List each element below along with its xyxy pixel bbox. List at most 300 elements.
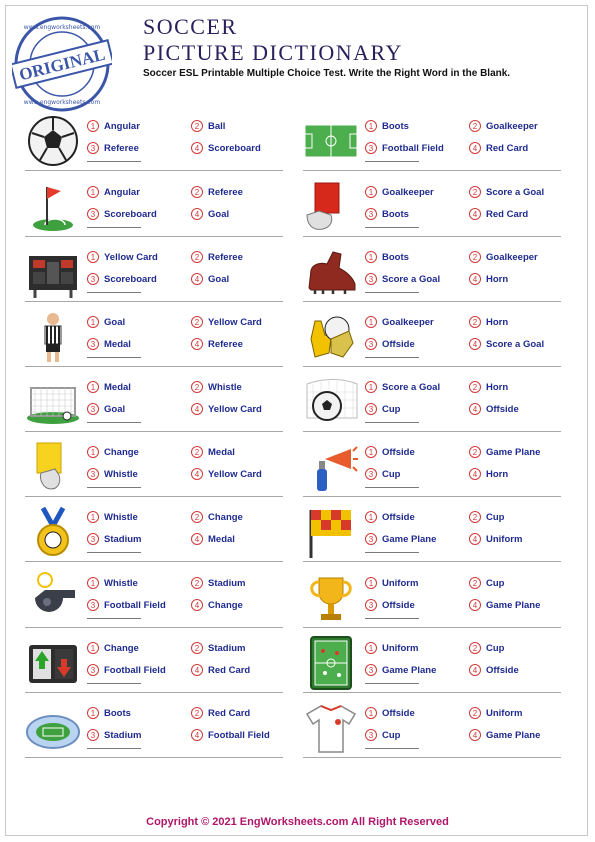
option-number: 3: [365, 599, 377, 611]
option-label: Horn: [486, 316, 509, 328]
goal-net-icon: [25, 374, 81, 430]
option-number: 2: [191, 316, 203, 328]
card-divider: [303, 627, 561, 628]
copyright-footer: Copyright © 2021 EngWorksheets.com All Right Reserved: [146, 816, 449, 828]
answer-option[interactable]: [469, 510, 504, 524]
option-number: 3: [87, 142, 99, 154]
option-number: 4: [191, 729, 203, 741]
option-number: 1: [87, 577, 99, 589]
option-label: Whistle: [104, 577, 138, 589]
option-label: Red Card: [486, 208, 529, 220]
option-label: Uniform: [486, 533, 523, 545]
option-number: 1: [87, 446, 99, 458]
answer-blank-line[interactable]: [365, 618, 419, 619]
answer-option[interactable]: [365, 663, 436, 677]
option-label: Red Card: [208, 664, 251, 676]
option-number: 2: [469, 642, 481, 654]
answer-option[interactable]: [191, 641, 245, 655]
option-label: Red Card: [486, 142, 529, 154]
option-label: Change: [208, 599, 243, 611]
option-label: Goalkeeper: [486, 251, 538, 263]
option-number: 3: [365, 208, 377, 220]
option-label: Angular: [104, 186, 140, 198]
option-label: Scoreboard: [104, 208, 157, 220]
answer-option[interactable]: [191, 467, 262, 481]
answer-option[interactable]: [191, 207, 229, 221]
option-number: 1: [87, 511, 99, 523]
football-field-icon: [303, 113, 359, 169]
option-number: 3: [87, 664, 99, 676]
answer-blank-line[interactable]: [87, 227, 141, 228]
option-label: Whistle: [104, 468, 138, 480]
answer-option[interactable]: [191, 663, 250, 677]
answer-option[interactable]: [191, 315, 262, 329]
option-number: 2: [191, 577, 203, 589]
card-divider: [303, 431, 561, 432]
whistle-icon: [25, 570, 81, 626]
answer-option[interactable]: [87, 641, 139, 655]
option-number: 2: [191, 707, 203, 719]
answer-option[interactable]: [469, 272, 508, 286]
tactics-board-icon: [303, 635, 359, 691]
question-card: [303, 368, 561, 432]
option-label: Cup: [486, 577, 505, 589]
option-number: 3: [365, 664, 377, 676]
answer-option[interactable]: [365, 250, 409, 264]
question-card: [303, 629, 561, 693]
option-label: Offside: [382, 511, 415, 523]
svg-text:ORIGINAL: ORIGINAL: [17, 44, 108, 85]
question-card: [25, 694, 283, 758]
option-number: 1: [365, 707, 377, 719]
answer-option[interactable]: [191, 185, 243, 199]
answer-blank-line[interactable]: [87, 683, 141, 684]
answer-blank-line[interactable]: [87, 422, 141, 423]
answer-option[interactable]: [469, 728, 540, 742]
option-number: 3: [87, 533, 99, 545]
answer-option[interactable]: [87, 445, 139, 459]
answer-blank-line[interactable]: [365, 683, 419, 684]
answer-option[interactable]: [87, 576, 138, 590]
option-number: 4: [469, 403, 481, 415]
option-number: 3: [365, 468, 377, 480]
answer-option[interactable]: [365, 119, 409, 133]
option-label: Uniform: [382, 642, 419, 654]
option-number: 3: [365, 142, 377, 154]
option-number: 2: [191, 511, 203, 523]
answer-blank-line[interactable]: [87, 618, 141, 619]
answer-option[interactable]: [469, 207, 528, 221]
option-label: Ball: [208, 120, 226, 132]
answer-option[interactable]: [87, 250, 158, 264]
option-label: Stadium: [208, 642, 246, 654]
answer-option[interactable]: [365, 706, 415, 720]
answer-option[interactable]: [87, 706, 131, 720]
answer-option[interactable]: [87, 185, 140, 199]
answer-blank-line[interactable]: [365, 552, 419, 553]
answer-option[interactable]: [87, 119, 140, 133]
option-label: Red Card: [208, 707, 251, 719]
option-label: Offside: [382, 446, 415, 458]
option-label: Score a Goal: [382, 273, 441, 285]
option-number: 1: [87, 381, 99, 393]
option-number: 2: [469, 120, 481, 132]
option-label: Game Plane: [486, 729, 541, 741]
card-divider: [303, 366, 561, 367]
option-number: 2: [469, 577, 481, 589]
boot-icon: [303, 244, 359, 300]
answer-blank-line[interactable]: [365, 357, 419, 358]
card-divider: [303, 496, 561, 497]
option-number: 3: [87, 273, 99, 285]
option-label: Medal: [208, 533, 235, 545]
option-label: Horn: [486, 468, 509, 480]
option-number: 3: [87, 338, 99, 350]
answer-option[interactable]: [469, 663, 519, 677]
answer-option[interactable]: [87, 467, 138, 481]
answer-option[interactable]: [87, 272, 157, 286]
answer-option[interactable]: [365, 272, 440, 286]
option-label: Referee: [208, 186, 243, 198]
answer-option[interactable]: [365, 510, 415, 524]
option-number: 2: [191, 186, 203, 198]
option-number: 2: [191, 381, 203, 393]
card-divider: [25, 627, 283, 628]
answer-option[interactable]: [469, 706, 522, 720]
option-number: 4: [191, 468, 203, 480]
answer-option[interactable]: [365, 728, 400, 742]
option-number: 4: [469, 208, 481, 220]
answer-option[interactable]: [191, 576, 245, 590]
question-card: [303, 238, 561, 302]
answer-blank-line[interactable]: [87, 748, 141, 749]
option-label: Offside: [486, 664, 519, 676]
answer-option[interactable]: [469, 380, 508, 394]
answer-blank-line[interactable]: [365, 422, 419, 423]
answer-option[interactable]: [191, 532, 235, 546]
answer-option[interactable]: [191, 598, 243, 612]
option-label: Football Field: [104, 599, 166, 611]
question-card: [303, 173, 561, 237]
option-label: Goal: [208, 273, 230, 285]
answer-option[interactable]: [191, 141, 261, 155]
option-number: 4: [469, 599, 481, 611]
answer-option[interactable]: [87, 728, 141, 742]
option-number: 4: [469, 468, 481, 480]
card-divider: [25, 757, 283, 758]
answer-option[interactable]: [365, 598, 415, 612]
soccer-ball-icon: [25, 113, 81, 169]
option-number: 3: [87, 729, 99, 741]
question-card: [25, 629, 283, 693]
option-number: 4: [469, 533, 481, 545]
option-label: Whistle: [104, 511, 138, 523]
option-label: Horn: [486, 273, 509, 285]
substitution-board-icon: [25, 635, 81, 691]
option-label: Change: [104, 642, 139, 654]
option-label: Scoreboard: [208, 142, 261, 154]
answer-option[interactable]: [87, 337, 131, 351]
question-card: [25, 498, 283, 562]
option-number: 4: [191, 338, 203, 350]
answer-option[interactable]: [87, 141, 139, 155]
option-label: Offside: [382, 707, 415, 719]
question-card: [25, 107, 283, 171]
answer-option[interactable]: [87, 207, 157, 221]
option-label: Uniform: [382, 577, 419, 589]
answer-option[interactable]: [191, 272, 229, 286]
option-number: 3: [365, 338, 377, 350]
instructions: Soccer ESL Printable Multiple Choice Test. Write the Right Word in the Blank.: [143, 68, 511, 79]
option-number: 2: [469, 186, 481, 198]
question-card: [25, 238, 283, 302]
option-number: 2: [469, 511, 481, 523]
option-label: Yellow Card: [208, 403, 262, 415]
option-label: Stadium: [208, 577, 246, 589]
option-number: 1: [365, 642, 377, 654]
answer-option[interactable]: [191, 402, 262, 416]
question-card: [303, 564, 561, 628]
option-label: Boots: [104, 707, 131, 719]
option-number: 3: [87, 599, 99, 611]
option-label: Boots: [382, 120, 409, 132]
question-card: [25, 303, 283, 367]
option-label: Medal: [104, 381, 131, 393]
option-label: Offside: [486, 403, 519, 415]
option-label: Goal: [104, 316, 126, 328]
goalkeeper-gloves-icon: [303, 309, 359, 365]
answer-option[interactable]: [469, 315, 508, 329]
option-number: 4: [469, 664, 481, 676]
option-number: 4: [191, 599, 203, 611]
answer-blank-line[interactable]: [365, 227, 419, 228]
option-number: 4: [469, 273, 481, 285]
answer-option[interactable]: [365, 315, 434, 329]
card-divider: [303, 757, 561, 758]
option-label: Change: [208, 511, 243, 523]
answer-blank-line[interactable]: [87, 292, 141, 293]
option-label: Cup: [382, 403, 401, 415]
answer-option[interactable]: [469, 641, 504, 655]
option-label: Stadium: [104, 533, 142, 545]
answer-blank-line[interactable]: [87, 552, 141, 553]
answer-option[interactable]: [191, 337, 243, 351]
ball-in-net-icon: [303, 374, 359, 430]
stadium-icon: [25, 700, 81, 756]
answer-option[interactable]: [365, 576, 418, 590]
option-number: 1: [87, 316, 99, 328]
question-card: [303, 694, 561, 758]
answer-option[interactable]: [191, 250, 243, 264]
answer-blank-line[interactable]: [87, 357, 141, 358]
answer-option[interactable]: [191, 510, 243, 524]
answer-option[interactable]: [365, 445, 415, 459]
question-card: [303, 303, 561, 367]
option-number: 1: [365, 316, 377, 328]
answer-option[interactable]: [191, 119, 225, 133]
svg-text:www.engworksheets.com: www.engworksheets.com: [23, 99, 101, 106]
option-label: Goalkeeper: [486, 120, 538, 132]
question-card: [25, 173, 283, 237]
answer-option[interactable]: [87, 598, 166, 612]
answer-option[interactable]: [365, 641, 418, 655]
answer-option[interactable]: [469, 185, 544, 199]
answer-option[interactable]: [469, 337, 544, 351]
option-number: 2: [469, 316, 481, 328]
option-label: Score a Goal: [382, 381, 441, 393]
option-label: Cup: [486, 511, 505, 523]
option-number: 4: [191, 142, 203, 154]
red-card-icon: [303, 179, 359, 235]
option-label: Game Plane: [486, 446, 541, 458]
option-number: 4: [191, 208, 203, 220]
card-divider: [25, 301, 283, 302]
option-number: 3: [87, 403, 99, 415]
offside-flag-icon: [303, 504, 359, 560]
option-label: Boots: [382, 208, 409, 220]
option-number: 1: [87, 251, 99, 263]
option-label: Goal: [208, 208, 230, 220]
answer-option[interactable]: [365, 532, 436, 546]
answer-blank-line[interactable]: [365, 487, 419, 488]
option-number: 1: [365, 381, 377, 393]
answer-option[interactable]: [191, 380, 242, 394]
answer-blank-line[interactable]: [87, 487, 141, 488]
option-number: 2: [191, 120, 203, 132]
option-label: Score a Goal: [486, 338, 545, 350]
answer-option[interactable]: [365, 380, 440, 394]
answer-blank-line[interactable]: [87, 161, 141, 162]
answer-blank-line[interactable]: [365, 292, 419, 293]
card-divider: [25, 561, 283, 562]
option-number: 1: [365, 446, 377, 458]
option-number: 3: [365, 729, 377, 741]
option-number: 4: [191, 664, 203, 676]
option-number: 2: [469, 446, 481, 458]
trophy-cup-icon: [303, 570, 359, 626]
option-label: Referee: [208, 338, 243, 350]
option-label: Football Field: [208, 729, 270, 741]
option-number: 1: [365, 577, 377, 589]
answer-option[interactable]: [469, 119, 538, 133]
card-divider: [303, 170, 561, 171]
question-card: [25, 433, 283, 497]
option-number: 3: [365, 533, 377, 545]
answer-option[interactable]: [469, 467, 508, 481]
answer-option[interactable]: [469, 402, 519, 416]
option-label: Medal: [104, 338, 131, 350]
page-title: SOCCER: [143, 14, 238, 39]
option-number: 4: [191, 273, 203, 285]
answer-option[interactable]: [365, 207, 409, 221]
option-number: 1: [365, 186, 377, 198]
air-horn-icon: [303, 439, 359, 495]
option-number: 4: [191, 403, 203, 415]
page-title-line2: PICTURE DICTIONARY: [143, 40, 403, 65]
card-divider: [303, 236, 561, 237]
question-card: [303, 433, 561, 497]
answer-option[interactable]: [87, 510, 138, 524]
original-stamp-logo: [12, 14, 112, 114]
answer-option[interactable]: [469, 141, 528, 155]
option-label: Referee: [208, 251, 243, 263]
option-label: Yellow Card: [208, 468, 262, 480]
card-divider: [303, 301, 561, 302]
answer-option[interactable]: [469, 598, 540, 612]
corner-flag-icon: [25, 179, 81, 235]
option-label: Football Field: [104, 664, 166, 676]
option-number: 3: [87, 208, 99, 220]
option-label: Referee: [104, 142, 139, 154]
answer-option[interactable]: [469, 576, 504, 590]
answer-option[interactable]: [87, 532, 141, 546]
option-label: Stadium: [104, 729, 142, 741]
option-number: 1: [87, 186, 99, 198]
question-card: [25, 564, 283, 628]
card-divider: [303, 692, 561, 693]
option-label: Score a Goal: [486, 186, 545, 198]
answer-option[interactable]: [191, 728, 270, 742]
answer-option[interactable]: [365, 141, 444, 155]
option-label: Game Plane: [382, 533, 437, 545]
option-number: 4: [469, 338, 481, 350]
option-label: Scoreboard: [104, 273, 157, 285]
answer-blank-line[interactable]: [365, 161, 419, 162]
option-number: 4: [469, 142, 481, 154]
card-divider: [25, 236, 283, 237]
option-label: Yellow Card: [208, 316, 262, 328]
scoreboard-icon: [25, 244, 81, 300]
answer-option[interactable]: [87, 402, 125, 416]
option-number: 1: [365, 511, 377, 523]
svg-text:www.engworksheets.com: www.engworksheets.com: [23, 24, 101, 31]
card-divider: [25, 366, 283, 367]
card-divider: [25, 496, 283, 497]
answer-option[interactable]: [191, 445, 235, 459]
option-label: Goal: [104, 403, 126, 415]
option-label: Whistle: [208, 381, 242, 393]
answer-option[interactable]: [469, 532, 522, 546]
option-label: Cup: [382, 468, 401, 480]
answer-option[interactable]: [365, 467, 400, 481]
option-label: Uniform: [486, 707, 523, 719]
option-label: Horn: [486, 381, 509, 393]
answer-option[interactable]: [469, 445, 540, 459]
option-label: Change: [104, 446, 139, 458]
option-label: Goalkeeper: [382, 316, 434, 328]
answer-option[interactable]: [365, 402, 400, 416]
answer-option[interactable]: [87, 663, 166, 677]
card-divider: [303, 561, 561, 562]
card-divider: [25, 692, 283, 693]
answer-option[interactable]: [469, 250, 538, 264]
option-number: 2: [191, 642, 203, 654]
answer-option[interactable]: [365, 185, 434, 199]
medal-icon: [25, 504, 81, 560]
jersey-icon: [303, 700, 359, 756]
answer-blank-line[interactable]: [365, 748, 419, 749]
option-label: Cup: [486, 642, 505, 654]
question-card: [303, 498, 561, 562]
answer-option[interactable]: [87, 315, 125, 329]
answer-option[interactable]: [87, 380, 131, 394]
option-label: Angular: [104, 120, 140, 132]
option-number: 2: [191, 446, 203, 458]
option-number: 3: [87, 468, 99, 480]
answer-option[interactable]: [365, 337, 415, 351]
answer-option[interactable]: [191, 706, 250, 720]
option-number: 2: [191, 251, 203, 263]
